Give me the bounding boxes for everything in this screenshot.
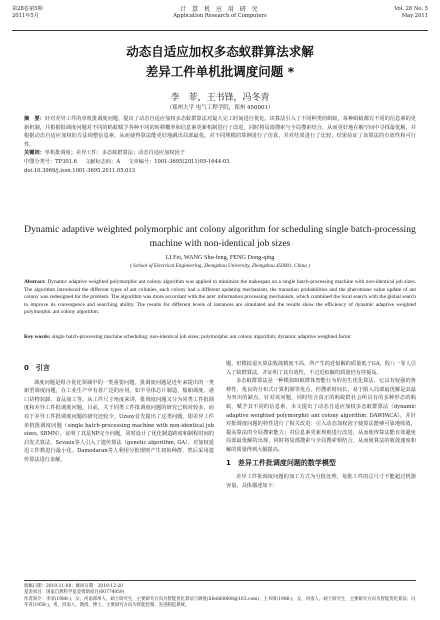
- authors-cn: 李 菲，王书锋，冯冬青: [170, 93, 270, 103]
- doc-code: 文献标志码：A: [85, 158, 121, 165]
- doi: doi:10.3969/j.issn.1001-3695.2011.05.013: [24, 167, 136, 174]
- abstract-cn: [24, 115, 416, 175]
- title-en: Dynamic adaptive weighted polymorphic ant colony algorithm for scheduling single batch-processing machine with non-identical job sizes: [24, 224, 416, 249]
- volume-issue-cn: 第28卷第5期: [12, 6, 43, 12]
- date-cn: 2011年5月: [12, 13, 39, 19]
- journal-name-cn: 计 算 机 应 用 研 究: [180, 6, 260, 13]
- clc-number: 中图分类号：TP301.6: [24, 158, 77, 165]
- footnote-dates: 收稿日期：2010-11-08；修回日期：2010-12-20: [24, 584, 123, 589]
- right-column: [226, 360, 416, 490]
- keywords-en-label: Key words:: [24, 334, 51, 340]
- abstract-cn-text: 针对差异工件的单机批调度问题，提出了动态自适应加权多态蚁群算法对最大完工时间进行优化。该算法引入了不同种类的蚂蚁，每种蚂蚁都有不同的信息素的更新机制，并根据批调度问题对不同的蚂蚁赋予各种不同的转移概率和信息素更新机制进行了改进，同时将局部搜索与全局搜索结合，从而更好地在解空间中寻找最优解，并根据动态自适应加权的方法调整信息素，从而使得算法能更好地跳出局部最优。对不同规模的算例进行了仿真，并对结果进行了比较，结果验证了该算法的有效性和可行性。: [24, 116, 416, 148]
- header-right: [394, 6, 428, 20]
- abstract-en-text: Dynamic adaptive weighted polymorphic ant colony algorithm was applied to minimize the makespan on a single batch-processing machine with non-identical job sizes. The algorithm introduced the different types of ant colonies, each colony had a different updating mechanism, the transition probabilities and the pheromone value update of ant colony was redesigned for the problem. The algorithm was more accordant with the ants' information processing mechanism, which combined the local search with the global search to improve its convergence and searching ability. The results for different levels of instances are simulated and the results show the efficiency of dynamic adaptive weighted polymorphic ant colony algorithm.: [24, 279, 416, 316]
- abstract-en: [24, 279, 416, 317]
- journal-name-en: Application Research of Computers: [173, 13, 267, 19]
- header-center: [12, 6, 428, 20]
- right-paragraph-1: 题，但模拟退火算法收敛精度不高，所产生的近似解的质量低于GA。程八一等人引入了蚁群算法，并证明了其有效性，不过近似解的质量仍有待提高。: [226, 361, 416, 376]
- footnote-bio: 作者简介：李菲(1986-)，女，河南郑州人，硕士研究生，主要研究方向为智能优化算法与调度(lifei860608@163.com)；王书锋(1986-)，女，河南人，硕士研究生，主要研究方向为智能优化算法；冯冬青(1958-)，男，河南人，教授，博士，主要研究方向为智能控制、先进制造系统。: [24, 596, 416, 609]
- title-cn-line1: 动态自适应加权多态蚁群算法求解: [126, 44, 314, 59]
- authors-en: LI Fei, WANG Shu-feng, FENG Dong-qing: [165, 254, 275, 261]
- footnote: [24, 580, 416, 610]
- date-en: May 2011: [401, 13, 428, 19]
- article-number: 文章编号：1001-3695(2011)05-1644-03: [128, 158, 230, 165]
- section-0-title: 0 引言: [24, 364, 50, 372]
- keywords-cn-text: 单机批调度；差异工件；多态蚁群算法；动态自适应加权因子: [44, 150, 185, 157]
- keywords-cn: [24, 149, 416, 158]
- keywords-en: [24, 334, 416, 342]
- section-1-paragraph: 差异工件批调度问题的加工方式为分批处理，每批工件的总尺寸不能超过机器容量。具体描述如下：: [226, 474, 416, 489]
- classification-row: [24, 158, 416, 167]
- left-column: [24, 360, 214, 465]
- keywords-cn-label: 关键词：: [24, 150, 45, 157]
- journal-header: [12, 4, 428, 31]
- abstract-cn-label: 摘 要：: [24, 116, 45, 122]
- volume-issue-en: Vol. 28 No. 5: [394, 6, 428, 12]
- affiliation-cn: （郑州大学 电气工程学院，郑州 450001）: [166, 105, 274, 111]
- title-cn-line2: 差异工件单机批调度问题 *: [145, 64, 295, 79]
- abstract-en-label: Abstract:: [24, 279, 46, 285]
- section-0-paragraph: 调度问题是组合优化领域中的一类重要问题。批调度问题是近年来提出的一类新型调度问题，在工业生产中有着广泛的应用，如半导体芯片制造、船舶调度、港口货物装卸、食品加工等。从工件尺寸角度来讲，批调度问题又分为同类工件批调度和差异工件批调度问题。目前，关于同类工件批调度问题的研究已相对较多，而对于差异工件批调度问题的研究还较少。Uzsoy首先提出了这类问题，即差异工件单机批调度问题（single batch-processing machine with non-identical job sizes, SBMN），证明了其是NP完全问题，同时设计了优化制造跨度和制程时间的启发式算法。Sevaux等人引入了遗传算法（genetic algorithm, GA），对加权延迟工件数进行最小化。Damodaran等人利用分批规则产生初始种群，然后采用遗传算法进行求解。: [24, 379, 214, 463]
- right-paragraph-2: 多态蚁群算法是一种模拟蚂蚁群体智能行为的仿生优化算法，它具有较强的鲁棒性、优良的分布式计算机制等优点，但搜索时间长，易于陷入局部最优解是其最为突出的缺点。针对该问题，同时结合真正的蚂蚁群社会所具有的多种形态的蚂蚁，赋予其不同的信息素，本文提出了动态自适应加权多态蚁群算法（dynamic adaptive weighted polymorphic ant colony algorithm, DAWPACA），并针对批调度问题的特性进行了相关改进：引入动态加权因子使算法能够可靠地收敛，提高算法的全局搜索能力；对信息素更新规则进行改进，从而使得算法能有效避免局部最优解的出现，同时将局部搜索与全局搜索相结合，从而使算法的收敛速度和解的质量得到大幅提高。: [226, 378, 416, 453]
- footnote-fund: 基金项目：国家自然科学基金资助项目(60774059): [24, 590, 125, 596]
- keywords-en-text: single batch-processing machine scheduling; non-identical job sizes; polymorphic ant colony algorithm; dynamic adaptive weighted factor: [51, 334, 351, 340]
- section-1-title: 1 差异工件批调度问题的数学模型: [226, 458, 336, 467]
- affiliation-en: ( School of Electrical Engineering, Zhengzhou University, Zhengzhou 450001, China ): [130, 263, 310, 269]
